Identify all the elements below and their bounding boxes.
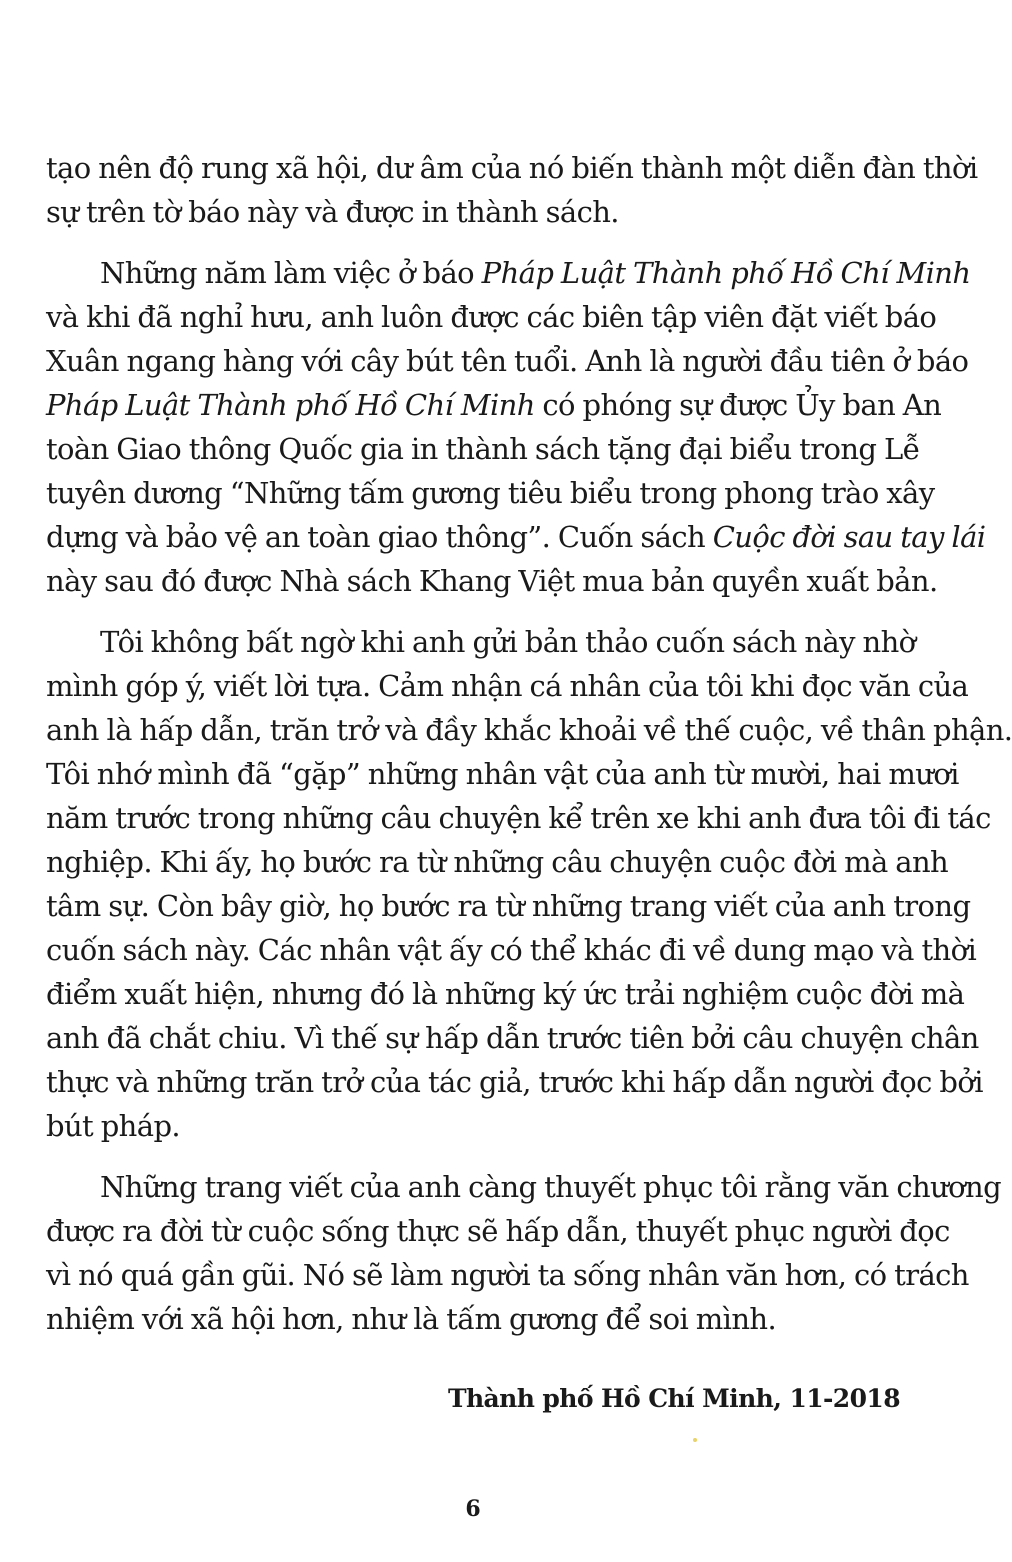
paragraph-1 — [46, 146, 978, 234]
text-line: Tôi không bất ngờ khi anh gửi bản thảo cuốn sách này nhờ — [100, 625, 916, 659]
paragraph-3 — [46, 620, 1012, 1148]
print-speck — [693, 1438, 697, 1442]
text-line: Những trang viết của anh càng thuyết phục tôi rằng văn chương — [100, 1170, 1002, 1204]
text-line: dựng và bảo vệ an toàn giao thông”. Cuốn sách Cuộc đời sau tay lái — [46, 520, 986, 554]
text-line: năm trước trong những câu chuyện kể trên xe khi anh đưa tôi đi tác — [46, 801, 991, 835]
text-line: mình góp ý, viết lời tựa. Cảm nhận cá nhân của tôi khi đọc văn của — [46, 669, 969, 703]
text-line: được ra đời từ cuộc sống thực sẽ hấp dẫn, thuyết phục người đọc — [46, 1214, 950, 1248]
paragraph-4 — [46, 1165, 1002, 1341]
text-line: nhiệm với xã hội hơn, như là tấm gương để soi mình. — [46, 1302, 777, 1336]
text-line: cuốn sách này. Các nhân vật ấy có thể khác đi về dung mạo và thời — [46, 933, 977, 967]
text-line: tuyên dương “Những tấm gương tiêu biểu trong phong trào xây — [46, 476, 935, 510]
text-line: bút pháp. — [46, 1109, 181, 1143]
text-line: Xuân ngang hàng với cây bút tên tuổi. Anh là người đầu tiên ở báo — [46, 344, 969, 378]
text-line: anh là hấp dẫn, trăn trở và đầy khắc khoải về thế cuộc, về thân phận. — [46, 713, 1012, 747]
text-line: toàn Giao thông Quốc gia in thành sách tặng đại biểu trong Lễ — [46, 432, 920, 466]
text-line: sự trên tờ báo này và được in thành sách. — [46, 195, 619, 229]
page-number: 6 — [465, 1496, 481, 1522]
text-line: thực và những trăn trở của tác giả, trước khi hấp dẫn người đọc bởi — [46, 1065, 983, 1099]
text-line: nghiệp. Khi ấy, họ bước ra từ những câu chuyện cuộc đời mà anh — [46, 845, 949, 879]
text-line: anh đã chắt chiu. Vì thế sự hấp dẫn trước tiên bởi câu chuyện chân — [46, 1021, 979, 1055]
text-line: tâm sự. Còn bây giờ, họ bước ra từ những trang viết của anh trong — [46, 889, 971, 923]
text-line: tạo nên độ rung xã hội, dư âm của nó biến thành một diễn đàn thời — [46, 151, 978, 185]
text-line: Pháp Luật Thành phố Hồ Chí Minh có phóng sự được Ủy ban An — [46, 388, 942, 422]
text-line: Tôi nhớ mình đã “gặp” những nhân vật của anh từ mười, hai mươi — [46, 757, 959, 791]
paragraph-2 — [46, 251, 986, 603]
signature-place-date: Thành phố Hồ Chí Minh, 11-2018 — [447, 1384, 900, 1413]
text-line: này sau đó được Nhà sách Khang Việt mua bản quyền xuất bản. — [46, 564, 938, 598]
text-line: điểm xuất hiện, nhưng đó là những ký ức trải nghiệm cuộc đời mà — [46, 977, 965, 1011]
text-line: vì nó quá gần gũi. Nó sẽ làm người ta sống nhân văn hơn, có trách — [46, 1258, 969, 1292]
text-line: Những năm làm việc ở báo Pháp Luật Thành phố Hồ Chí Minh — [100, 256, 971, 290]
text-line: và khi đã nghỉ hưu, anh luôn được các biên tập viên đặt viết báo — [46, 300, 937, 334]
book-page-body — [46, 146, 1012, 1341]
